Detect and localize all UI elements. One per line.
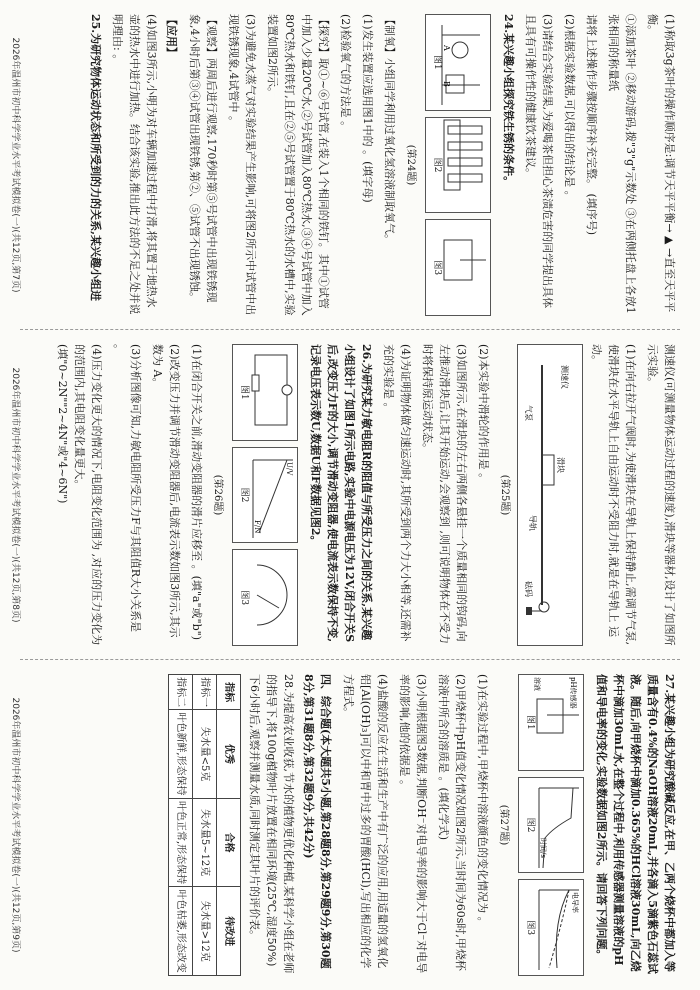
question-text: (1)发生装置应选用图1中的 。(填字母) [361,14,374,203]
table-header-cell: 优秀 [217,710,241,799]
table-row [169,675,193,976]
figure-conductivity-curve [518,879,584,976]
label-track: 导轨 [528,515,537,531]
question-26-figures [228,344,302,646]
figure-water-bath [425,219,491,316]
lab-stand-illustration [440,15,490,110]
table-cell: 叶色枯萎,形态改变 [169,887,193,976]
air-track-illustration [522,345,582,645]
figure-tag-b: B [442,81,451,87]
page-8-column [0,330,700,660]
question-text: (3)请结合实验结果,为爱喝茶但担心茶渍危害的同学提出具体且具有可操作性的健康饮茶建议。 [524,14,554,309]
evaluation-table [168,674,241,976]
question-text: (2)根据实验数据,可以得出的结论是 。 [563,14,576,202]
table-cell: 叶色新鲜,形态保持 [169,710,193,799]
figure-tag-a: A [442,45,451,51]
figure-ph-curve [518,777,584,874]
figure-ammeter [232,549,298,646]
figure-label: 图2 [525,817,535,833]
ammeter-dial [247,550,297,645]
axis-label-conductivity: 电导率 [571,892,579,914]
label-pump: 气泵 [524,405,533,421]
axis-label-f: F/N [253,519,261,534]
water-bath-illustration [440,220,490,315]
question-text: 【观察】两周后进行观察,170秒时第⑤号试管中出现铁锈现象,4小时后第③④试管出现铁锈,第②、⑤试管不出现锈蚀。 [188,14,218,303]
section-heading: 【应用】 [165,14,178,58]
axis-label-time: 时间/s [539,837,547,858]
question-text: (1)称取3g茶叶的操作顺序是:调节天平平衡→ ▲ →直至天平平衡。 [646,14,676,313]
question-25-title: 25.为研究物体运动状态和所受到的力的关系,某兴趣小组进 [89,14,102,301]
page-9-column [0,660,700,990]
figure-caption: (第27题) [498,804,509,846]
figure-circuit [232,344,298,441]
figure-caption: (第26题) [212,474,223,516]
table-cell: 叶色正常,形态保持 [169,798,193,887]
label-slider: 滑块 [556,457,565,473]
figure-label: 图1 [239,384,249,400]
label-sensor: 测速仪 [560,365,569,389]
page-7-column [0,0,700,330]
question-text: (1)在闭合开关之前,滑动变阻器的滑片应移至 。(填"a"或"b") [190,344,203,640]
page-footer: 2026年温州市初中科学学业水平考试模拟卷(一)(共12页,第9页) [10,697,20,953]
figure-label: 图1 [525,714,535,730]
question-text: 请将上述操作步骤按顺序补充完整。 (填序号) [585,14,598,236]
table-row [193,675,217,976]
question-text: 测速仪(可测量物体运动过程的速度),滑块等器材,设计了如图所示实验。 [646,344,676,646]
beaker-illustration [533,675,583,770]
question-text: (2)甲烧杯中pH值变化情况如图2所示,当时间为60s时,甲烧杯溶液中所含的溶质是 。(填化学式) [437,674,467,971]
question-text: (2)改变压力并调节滑动变阻器后,电流表示数如图3所示,其示数为 A。 [151,344,181,638]
label-weight: 砝码 [524,581,533,597]
question-text: (1)在实验过程中,甲烧杯中溶液颜色的变化情况为 。 [476,674,489,928]
question-text: (4)如图3所示,小明为对车辆加速过程中打滑,将其置于地热水壶的热水中进行加热。结合该实验,推出此方法的不足之处并说明理由: 。 [111,14,158,315]
table-cell: 指标二 [169,675,193,710]
question-options: ①添加茶叶 ②移动游码,拨"3"g"示数处 ③在两侧托盘上各放1张相同的称量纸 [607,14,637,314]
question-text: (4)压力变化更大的情况下,电阻变化范围为 ,对应的压力变化为 的范围内,其电阻变化量更大。(填"0~2N""2~4N"或"4~6N") [56,344,103,646]
question-text: (3)分析图像可知,力敏电阻所受压力F与其阻值R大小关系是 。 [112,344,142,632]
question-24-figures [421,14,495,316]
question-text: (3)小明根据图3数据,判断OH⁻对电导率的影响大于Cl⁻对电导率的影响,他的依据是 。 [398,674,428,974]
table-header-cell: 待改进 [217,887,241,976]
figure-label: 图1 [432,54,442,70]
question-text: (3)为避免水蒸气对实验结果产生影响,可将图2所示中试管中出现铁锈现象,4试管中 。 [227,14,257,316]
question-text: (3)如图所示,在滑块的左右两侧各悬挂一个质量相同的钩码,向左推动滑块后,让其开始运动,会观察到 ,则可说明物体在不受力时将保持原运动状态。 [421,344,468,644]
figure-u-f-graph [232,447,298,544]
table-header-row [217,675,241,976]
circuit-illustration [247,345,297,440]
table-header-cell: 指标 [217,675,241,710]
question-text: (2)检验氧气的方法是 。 [339,14,352,133]
question-text: 【探究】取①~⑥号试管,在装入1个相同的铁钉。其中①试管中加入少量20℃水,②号试管加入80℃热水,③④号试管中加入80℃热水和铁钉,且在②⑤号试管置于80℃热水的水槽中,实验装置如图2所示。 [266,14,330,316]
figure-test-tubes [425,117,491,214]
test-tubes-illustration [440,118,490,213]
question-text: 28.为提高农业收获,节水的植物更优化种植,某科学小组在老师的指导下,将100g植物叶片放置在相同环境(25℃,湿度50%)下6小时后,观察并测量水质,同时测定其叶片的评价表。 [248,674,295,974]
figure-label: 图2 [239,487,249,503]
label-solution: 溶液 [533,677,541,691]
page-footer: 2026年温州市初中科学学业水平考试模拟卷(一)(共12页,第7页) [10,37,20,293]
question-27-figures [514,674,588,976]
question-text: (4)盐酸的反应在生活和生产中有广泛的应用,用适量的氢氧化铝[Al(OH)₃]可以中和胃中过多的胃酸(HCl),写出相应的化学方程式。 [342,674,389,969]
u-f-graph [247,448,297,543]
conductivity-curve [533,880,583,975]
table-cell: 失水量5~12克 [193,798,217,887]
table-cell: 指标一 [193,675,217,710]
question-27-title: 27.某兴趣小组为研究酸碱反应,在甲、乙两个烧杯中都加入等质量含有0.4%的NaOH溶液20mL,并各滴入5滴紫色石蕊试液。随后,向甲烧杯中滴加0.365%的HCl溶液30mL,向乙烧杯中滴加30mL水,在整个过程中,利用传感器测量溶液的pH值和导电率的变化,实验数据如图2所示。请回答下列问题。 [595,674,676,974]
question-text: (2)本实验中滑轮的作用是 。 [477,344,490,485]
question-text: (4)为证明物体做匀速运动时,其所受到两个力大小相等,还需补充的实验是 。 [382,344,412,642]
figure-label: 图3 [525,920,535,936]
table-cell: 失水量<5克 [193,710,217,799]
question-text: (1)在向右拉开气阀时,为使滑块在导轨上保持静止,需调节气泵,使滑块在水平导轨上自由运动时不受阻力时,就是在导轨上 运动。 [590,344,637,646]
figure-beakers [518,674,584,771]
question-text: 【制氧】小组同学利用过氧化氢溶液制取氧气。 [383,14,396,245]
table-header-cell: 合格 [217,798,241,887]
ph-curve [533,778,583,873]
figure-caption: (第25题) [499,474,510,516]
figure-caption: (第24题) [405,144,416,186]
page-footer: 2026年温州市初中科学学业水平考试模拟卷(一)(共12页,第8页) [10,367,20,623]
question-26-title: 26.为研究某力敏电阻R的阻值与所受压力之间的关系,某兴趣小组设计了如图1所示电路,实验中电源电压为12V,闭合开关S后,改变压力F的大小,调节滑动变阻器,使电流表示数保持不变,记录电压表示数U,数据U和F数据见图2。 [309,344,373,643]
axis-label-u: U/V [285,461,293,475]
question-24-title: 24.某兴趣小组探究铁生锈的条件。 [502,14,515,188]
section-heading: 四、综合题(本大题共5小题,第28题8分,第29题9分,第30题8分,第31题8分,第32题9分,共42分) [302,674,332,969]
figure-label: 图3 [432,260,442,276]
table-cell: 失水量>12克 [193,887,217,976]
figure-label: 图2 [432,157,442,173]
figure-air-track [517,344,583,646]
figure-apparatus-ab [425,14,491,111]
label-ph-sensor: pH传感器 [569,677,577,709]
figure-label: 图3 [239,590,249,606]
